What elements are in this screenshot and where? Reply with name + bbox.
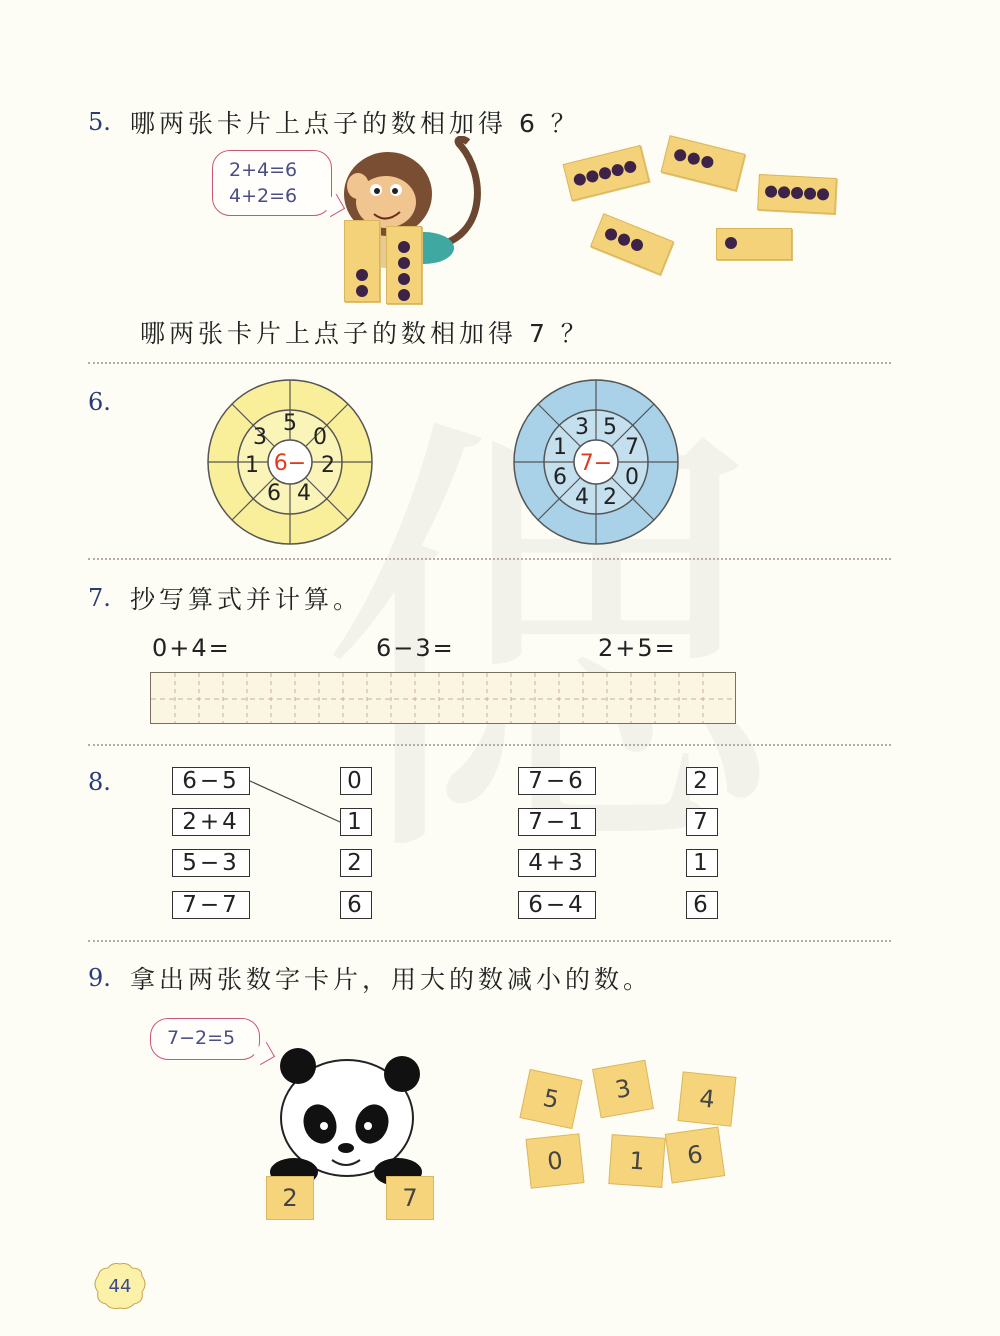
wheel-number: 2	[321, 453, 335, 478]
wheel-number: 7	[625, 435, 639, 460]
number-wheel-7	[512, 378, 680, 546]
wheel-number: 4	[297, 481, 311, 506]
panda-card-left: 2	[266, 1176, 314, 1220]
q8-right-answer[interactable]: 1	[686, 849, 718, 877]
q5-bubble-line: 2+4=6	[229, 159, 298, 181]
q8-left-expr[interactable]: 2+4	[172, 808, 250, 836]
wheel-center: 6−	[273, 451, 307, 476]
dot-card-5b[interactable]	[757, 174, 837, 214]
page-number: 44	[108, 1276, 132, 1297]
wheel-number: 6	[267, 481, 281, 506]
q7-writing-grid[interactable]	[150, 672, 736, 724]
dot-card-3b[interactable]	[590, 213, 674, 275]
wheel-number: 6	[553, 465, 567, 490]
q7-question: 抄写算式并计算。	[130, 585, 363, 614]
q8-left-expr[interactable]: 6−5	[172, 767, 250, 795]
divider	[88, 940, 891, 942]
q9-bubble-text: 7−2=5	[167, 1027, 236, 1049]
wheel-number: 0	[313, 425, 327, 450]
wheel-number: 5	[603, 415, 617, 440]
q8-left-answer[interactable]: 1	[340, 808, 372, 836]
monkey-card-left	[344, 220, 380, 302]
q8-left-answer[interactable]: 6	[340, 891, 372, 919]
panda-card-right: 7	[386, 1176, 434, 1220]
q8-right-expr[interactable]: 7−1	[518, 808, 596, 836]
dot-card-5[interactable]	[563, 145, 650, 201]
q7-expression: 0+4=	[152, 634, 231, 662]
q8-right-expr[interactable]: 4+3	[518, 849, 596, 877]
q7-expression: 6−3=	[376, 634, 455, 662]
wheel-number: 1	[245, 453, 259, 478]
q5-question: 哪两张卡片上点子的数相加得 6 ？	[130, 109, 580, 138]
q8-number: 8.	[88, 768, 111, 796]
number-card[interactable]: 3	[592, 1060, 654, 1119]
dot-card-3[interactable]	[661, 135, 746, 191]
q9-number: 9.	[88, 964, 111, 992]
monkey-card-right	[386, 226, 422, 304]
q5-question-2: 哪两张卡片上点子的数相加得 7 ？	[140, 319, 590, 348]
q8-left-expr[interactable]: 7−7	[172, 891, 250, 919]
divider	[88, 362, 891, 364]
number-card[interactable]: 4	[678, 1071, 737, 1126]
wheel-number: 4	[575, 485, 589, 510]
q8-left-expr[interactable]: 5−3	[172, 849, 250, 877]
q9-speech-bubble	[150, 1018, 260, 1060]
q8-right-expr[interactable]: 7−6	[518, 767, 596, 795]
divider	[88, 558, 891, 560]
q5-bubble-line: 4+2=6	[229, 185, 298, 207]
q8-right-answer[interactable]: 6	[686, 891, 718, 919]
dot-card-1[interactable]	[716, 228, 792, 260]
number-card[interactable]: 1	[608, 1134, 665, 1188]
wheel-number: 1	[553, 435, 567, 460]
q8-right-expr[interactable]: 6−4	[518, 891, 596, 919]
q5-speech-bubble	[212, 150, 332, 216]
q8-right-answer[interactable]: 2	[686, 767, 718, 795]
q7-expression: 2+5=	[598, 634, 677, 662]
q6-number: 6.	[88, 388, 111, 416]
wheel-number: 2	[603, 485, 617, 510]
number-card[interactable]: 5	[519, 1069, 582, 1129]
divider	[88, 744, 891, 746]
number-card[interactable]: 6	[665, 1126, 725, 1183]
q9-question: 拿出两张数字卡片，用大的数减小的数。	[130, 965, 653, 994]
page-number-badge	[92, 1262, 148, 1310]
q8-left-answer[interactable]: 0	[340, 767, 372, 795]
panda-illustration	[262, 1040, 432, 1190]
number-wheel-6	[206, 378, 374, 546]
wheel-number: 3	[253, 425, 267, 450]
q7-number: 7.	[88, 584, 111, 612]
wheel-center: 7−	[579, 451, 613, 476]
number-card[interactable]: 0	[526, 1133, 585, 1188]
q8-right-answer[interactable]: 7	[686, 808, 718, 836]
q8-left-answer[interactable]: 2	[340, 849, 372, 877]
wheel-number: 3	[575, 415, 589, 440]
wheel-number: 0	[625, 465, 639, 490]
q5-number: 5.	[88, 108, 111, 136]
wheel-number: 5	[283, 411, 297, 436]
